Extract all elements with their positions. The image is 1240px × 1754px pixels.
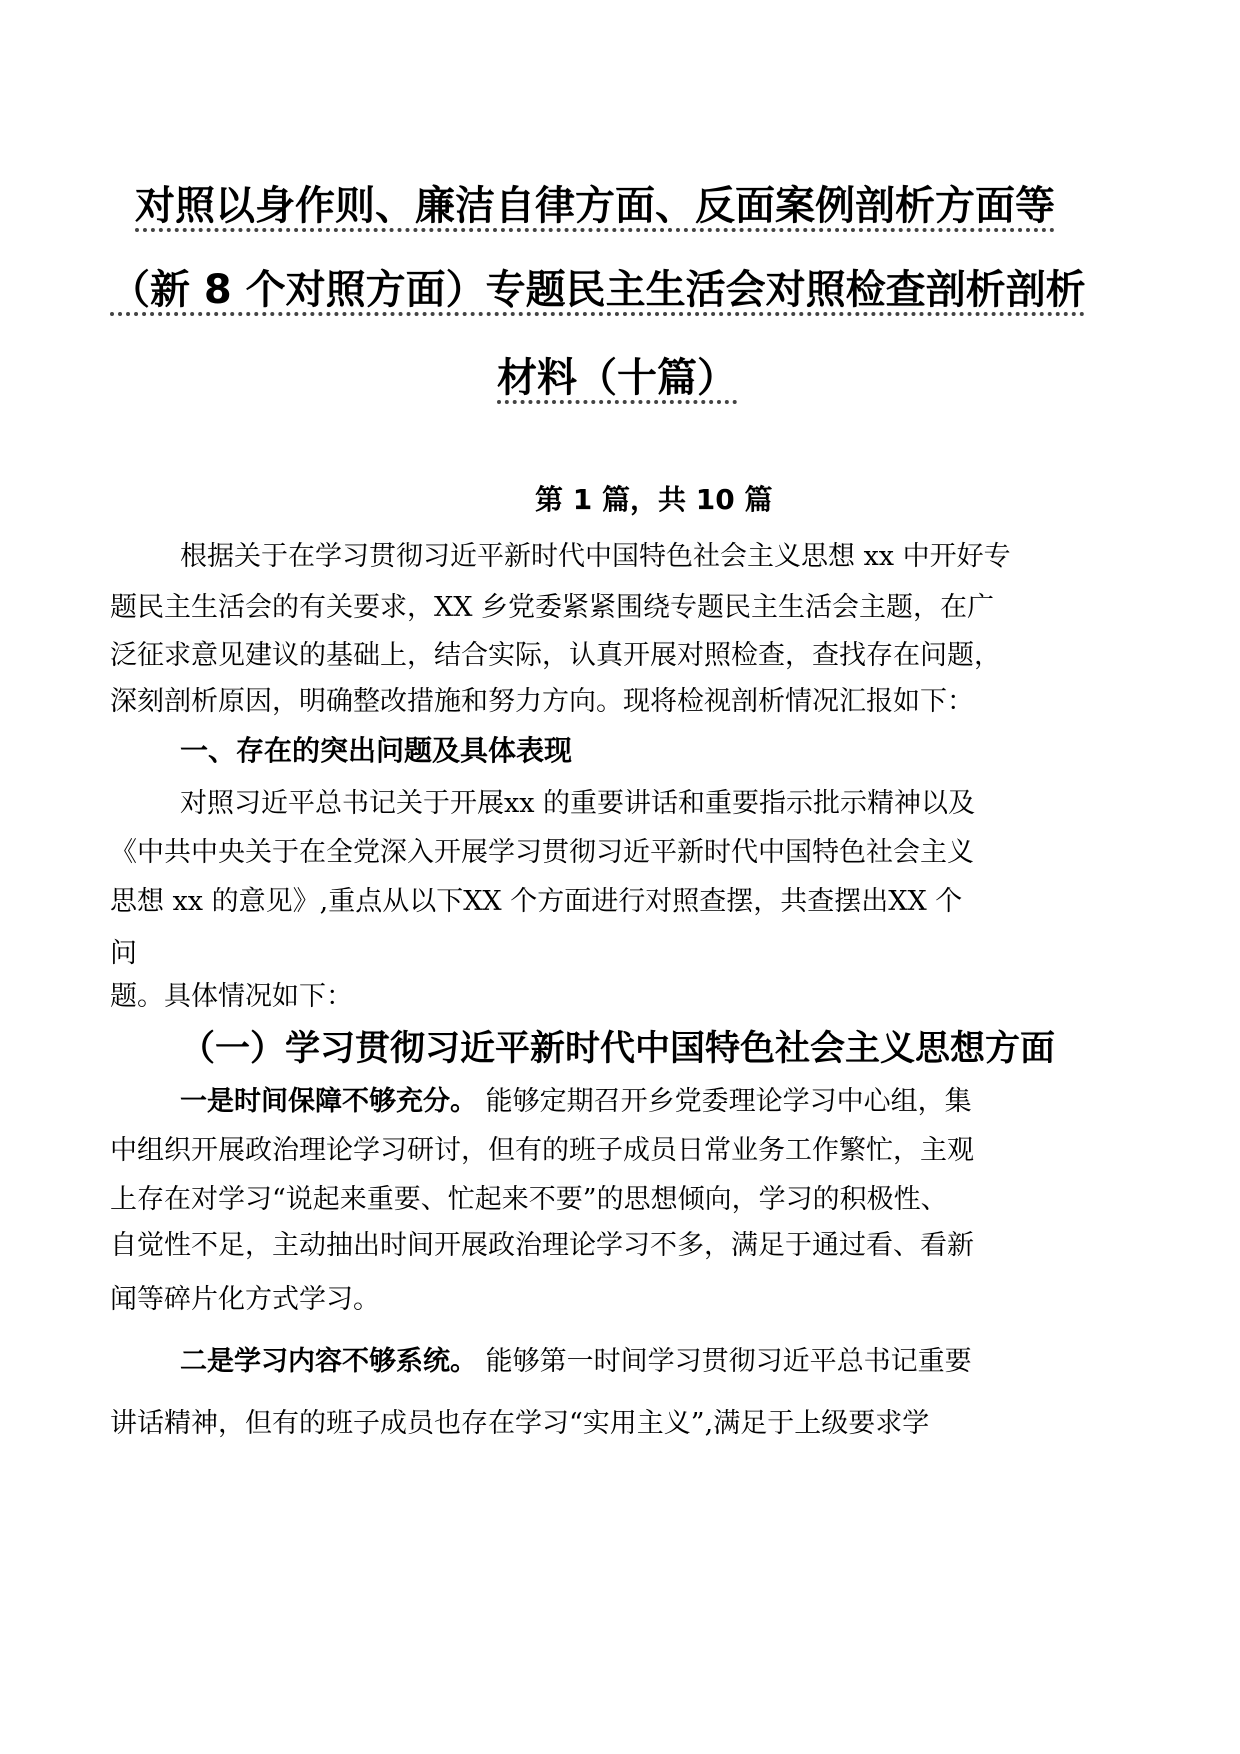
item1-line-1 <box>180 1082 972 1122</box>
item1-line-1-text: 能够定期召开乡党委理论学习中心组，集 <box>477 1086 972 1117</box>
section-heading-1: （一）学习贯彻习近平新时代中国特色社会主义思想方面 <box>180 1029 1056 1069</box>
item1-line-2: 中组织开展政治理论学习研讨，但有的班子成员日常业务工作繁忙，主观 <box>110 1135 974 1166</box>
para2-line-2: 《中共中央关于在全党深入开展学习贯彻习近平新时代中国特色社会主义 <box>110 837 974 868</box>
intro-line-1: 根据关于在学习贯彻习近平新时代中国特色社会主义思想 xx 中开好专 <box>180 541 1011 572</box>
heading-existing-problems: 一、存在的突出问题及具体表现 <box>180 734 573 767</box>
item1-line-5: 闻等碎片化方式学习。 <box>110 1284 380 1315</box>
item1-lead: 一是时间保障不够充分。 <box>180 1086 477 1117</box>
part-label: 第 1 篇，共 10 篇 <box>535 483 773 516</box>
document-title-line-1: 对照以身作则、廉洁自律方面、反面案例剖析方面等 <box>135 183 1055 229</box>
para2-line-3: 思想 xx 的意见》,重点从以下XX 个方面进行对照查摆，共查摆出XX 个 <box>110 886 963 917</box>
intro-line-4: 深刻剖析原因，明确整改措施和努力方向。现将检视剖析情况汇报如下： <box>110 686 974 717</box>
item2-line-1-text: 能够第一时间学习贯彻习近平总书记重要 <box>477 1346 972 1377</box>
intro-line-2: 题民主生活会的有关要求，XX 乡党委紧紧围绕专题民主生活会主题，在广 <box>110 592 995 623</box>
item2-line-1 <box>180 1342 972 1382</box>
para2-line-4: 问 <box>110 938 137 969</box>
item2-line-2: 讲话精神，但有的班子成员也存在学习“实用主义”,满足于上级要求学 <box>110 1408 930 1439</box>
item1-line-4: 自觉性不足，主动抽出时间开展政治理论学习不多，满足于通过看、看新 <box>110 1230 974 1261</box>
para2-line-5: 题。具体情况如下： <box>110 981 353 1012</box>
document-title-line-2: （新 8 个对照方面）专题民主生活会对照检查剖析剖析 <box>110 267 1086 313</box>
intro-line-3: 泛征求意见建议的基础上，结合实际，认真开展对照检查，查找存在问题， <box>110 640 1001 671</box>
para2-line-1: 对照习近平总书记关于开展xx 的重要讲话和重要指示批示精神以及 <box>180 788 976 819</box>
item1-line-3: 上存在对学习“说起来重要、忙起来不要”的思想倾向，学习的积极性、 <box>110 1184 948 1215</box>
item2-lead: 二是学习内容不够系统。 <box>180 1346 477 1377</box>
document-title-line-3: 材料（十篇） <box>497 355 737 401</box>
